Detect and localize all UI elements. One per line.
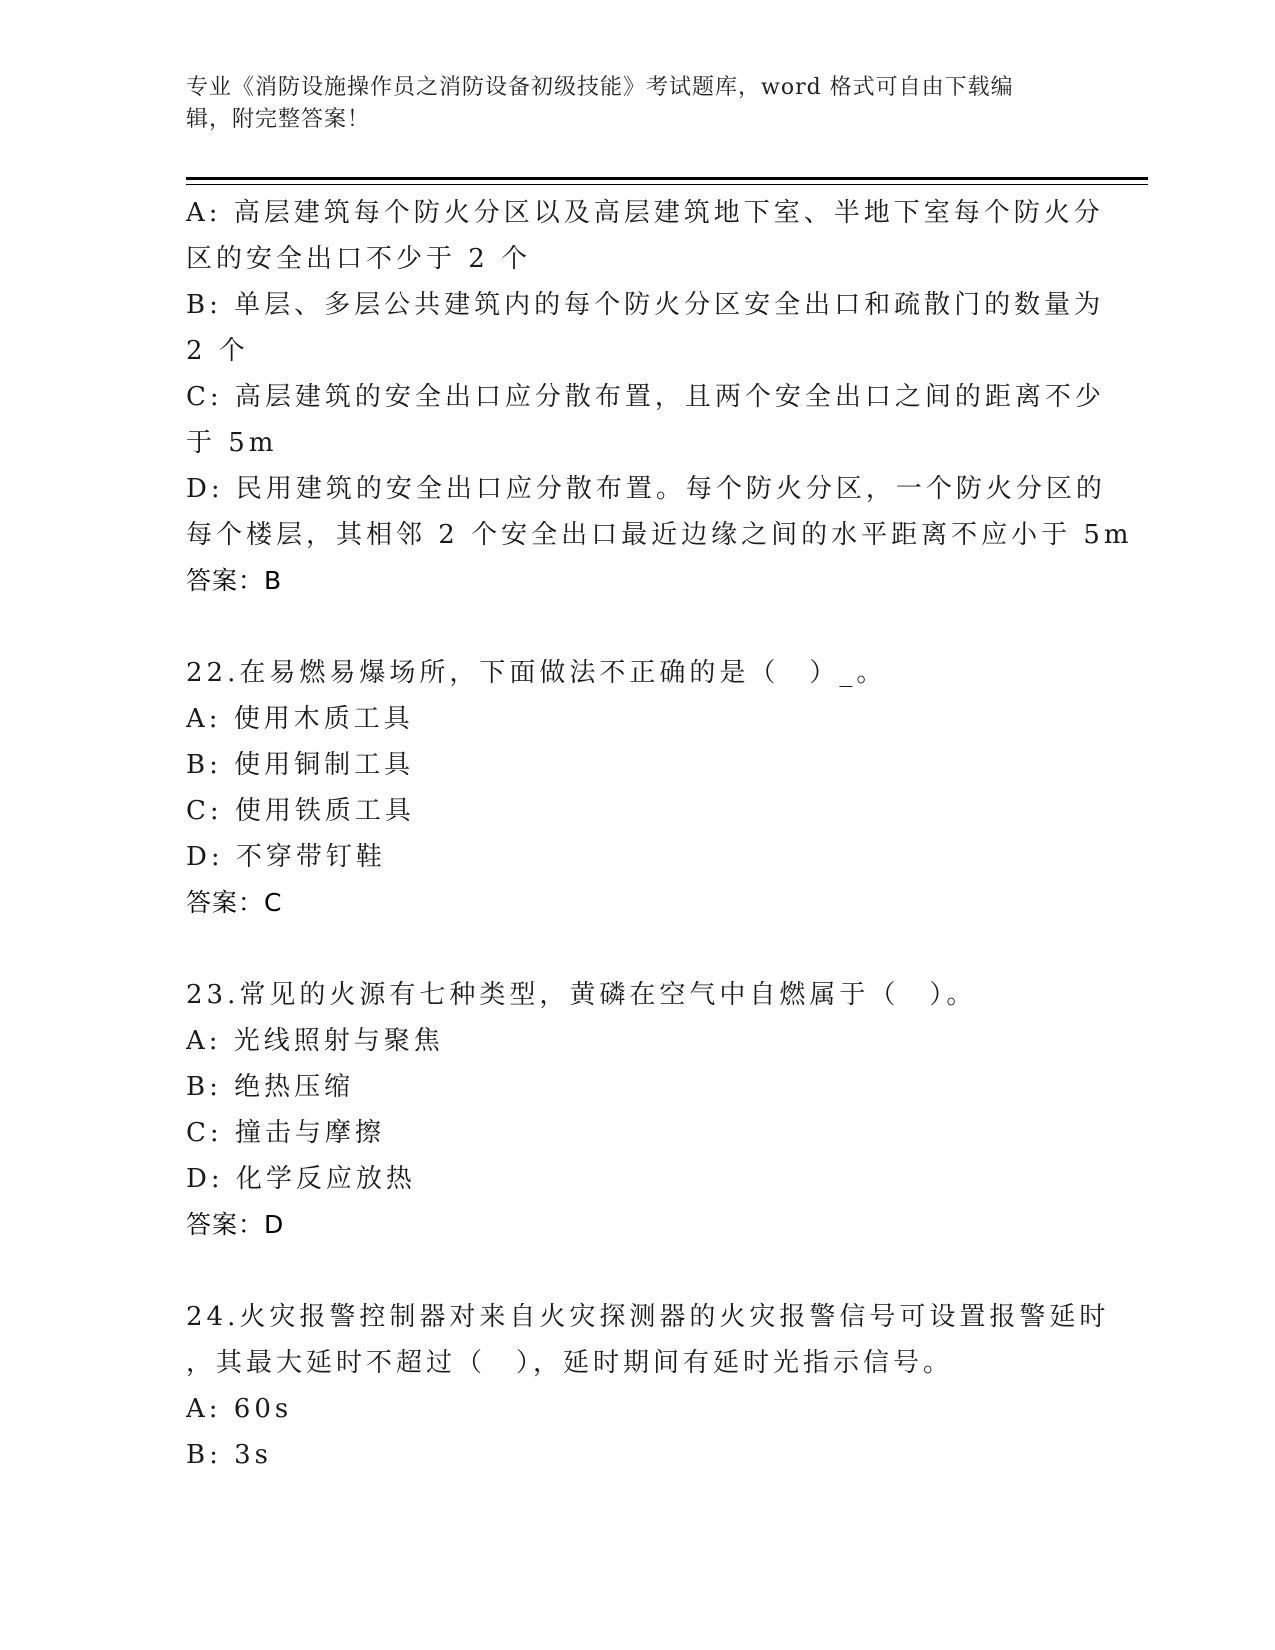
q24-stem-line-2: ，其最大延时不超过（ ），延时期间有延时光指示信号。: [186, 1348, 954, 1378]
spacer: [186, 604, 1076, 650]
question-24: [186, 1294, 1110, 1478]
document-header: [186, 72, 1066, 136]
question-21: [186, 190, 1133, 604]
q22-option-c: C: 使用铁质工具: [186, 796, 415, 826]
q22-answer: 答案：C: [186, 888, 283, 917]
q22-option-b: B: 使用铜制工具: [186, 750, 415, 780]
q22-stem: 22.在易燃易爆场所，下面做法不正确的是（ ）_。: [186, 658, 887, 688]
q23-stem: 23.常见的火源有七种类型，黄磷在空气中自燃属于（ ）。: [186, 980, 977, 1010]
q21-option-d-line-2: 每个楼层，其相邻 2 个安全出口最近边缘之间的水平距离不应小于 5m: [186, 520, 1133, 550]
q21-option-c-line-1: C: 高层建筑的安全出口应分散布置，且两个安全出口之间的距离不少: [186, 382, 1105, 412]
header-rule-thick: [186, 177, 1148, 180]
question-22: [186, 650, 1076, 926]
q21-answer: 答案：B: [186, 566, 283, 595]
q23-option-d: D: 化学反应放热: [186, 1164, 416, 1194]
q23-answer: 答案：D: [186, 1210, 285, 1239]
spacer: [186, 926, 1076, 972]
q21-option-b-line-2: 2 个: [186, 336, 249, 366]
q23-option-c: C: 撞击与摩擦: [186, 1118, 385, 1148]
header-line-2: 辑，附完整答案！: [186, 107, 371, 132]
spacer: [186, 1248, 1076, 1294]
q24-stem-line-1: 24.火灾报警控制器对来自火灾探测器的火灾报警信号可设置报警延时: [186, 1302, 1110, 1332]
q21-option-d-line-1: D: 民用建筑的安全出口应分散布置。每个防火分区，一个防火分区的: [186, 474, 1106, 504]
q22-option-d: D: 不穿带钉鞋: [186, 842, 386, 872]
header-rule-thin: [186, 184, 1148, 185]
q23-option-b: B: 绝热压缩: [186, 1072, 355, 1102]
header-line-1: 专业《消防设施操作员之消防设备初级技能》考试题库，word 格式可自由下载编: [186, 75, 1014, 100]
question-23: [186, 972, 1076, 1248]
q21-option-a-line-2: 区的安全出口不少于 2 个: [186, 244, 532, 274]
q21-option-c-line-2: 于 5m: [186, 428, 278, 458]
q23-option-a: A: 光线照射与聚焦: [186, 1026, 444, 1056]
q24-option-b: B: 3s: [186, 1440, 273, 1470]
question-list: [186, 190, 1133, 1478]
q22-option-a: A: 使用木质工具: [186, 704, 414, 734]
q21-option-a-line-1: A: 高层建筑每个防火分区以及高层建筑地下室、半地下室每个防火分: [186, 198, 1104, 228]
q21-option-b-line-1: B: 单层、多层公共建筑内的每个防火分区安全出口和疏散门的数量为: [186, 290, 1105, 320]
q24-option-a: A: 60s: [186, 1394, 293, 1424]
